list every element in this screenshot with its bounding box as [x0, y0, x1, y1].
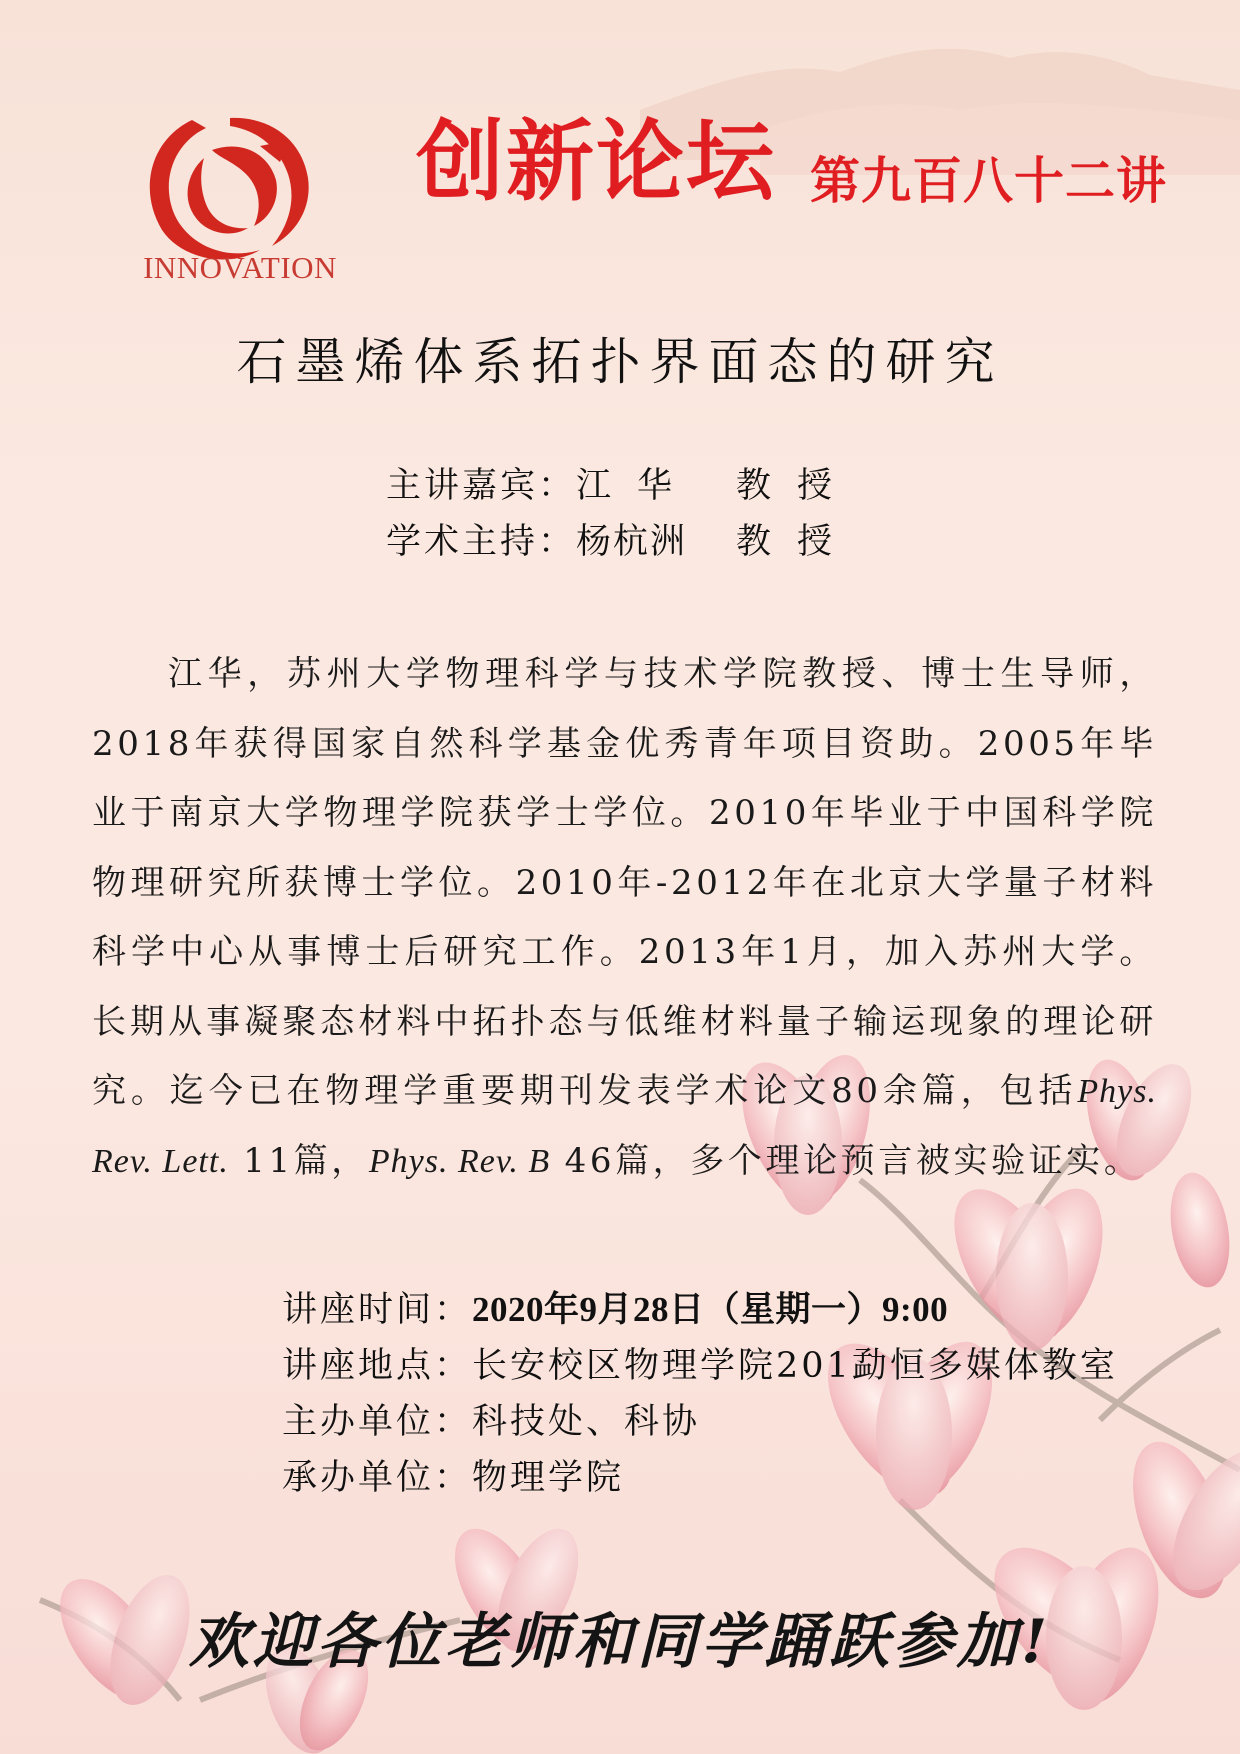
host-label: 学术主持：	[386, 522, 577, 562]
speaker-row	[386, 458, 858, 514]
bio-journal-prb: Phys. Rev. B	[368, 1142, 551, 1180]
event-info	[282, 1282, 1118, 1506]
lecture-number: 第九百八十二讲	[810, 152, 1167, 210]
host-row	[386, 514, 858, 570]
time-value: 2020年9月28日（星期一）9:00	[472, 1290, 949, 1329]
speaker-title: 教授	[736, 466, 859, 506]
time-label: 讲座时间：	[282, 1290, 473, 1330]
speaker-bio	[92, 640, 1157, 1196]
host-name: 杨杭洲	[576, 522, 688, 562]
host-title: 教授	[736, 522, 859, 562]
organizer-row	[282, 1394, 1118, 1450]
organizer-value: 科技处、科协	[472, 1402, 701, 1442]
bio-journal-prl: Phys. Rev. Lett.	[92, 1073, 1157, 1180]
welcome-message: 欢迎各位老师和同学踊跃参加!	[188, 1607, 1052, 1677]
place-value: 长安校区物理学院201勐恒多媒体教室	[472, 1346, 1118, 1386]
talk-title: 石墨烯体系拓扑界面态的研究	[236, 333, 1004, 391]
organizer-label: 主办单位：	[282, 1402, 473, 1442]
bio-text-1: 江华，苏州大学物理科学与技术学院教授、博士生导师，2018年获得国家自然科学基金优秀青年项目资助。2005年毕业于南京大学物理学院获学士学位。2010年毕业于中国科学院物理研究所获博士学位。2010年-2012年在北京大学量子材料科学中心从事博士后研究工作。2013年1月，加入苏州大学。长期从事凝聚态材料中拓扑态与低维材料量子输运现象的理论研究。迄今已在物理学重要期刊发表学术论文80余篇，包括	[92, 654, 1157, 1111]
host-unit-value: 物理学院	[472, 1458, 625, 1498]
logo-text: INNOVATION	[143, 250, 337, 285]
speaker-name: 江华	[576, 466, 699, 506]
forum-title: 创新论坛	[416, 110, 777, 213]
place-label: 讲座地点：	[282, 1346, 473, 1386]
place-row	[282, 1338, 1118, 1394]
people-block	[386, 458, 858, 570]
host-unit-row	[282, 1450, 1118, 1506]
bio-text-2: 11篇，	[228, 1140, 369, 1181]
speaker-label: 主讲嘉宾：	[386, 466, 577, 506]
host-unit-label: 承办单位：	[282, 1458, 473, 1498]
bio-text-3: 46篇，多个理论预言被实验证实。	[550, 1140, 1142, 1181]
time-row	[282, 1282, 1118, 1338]
